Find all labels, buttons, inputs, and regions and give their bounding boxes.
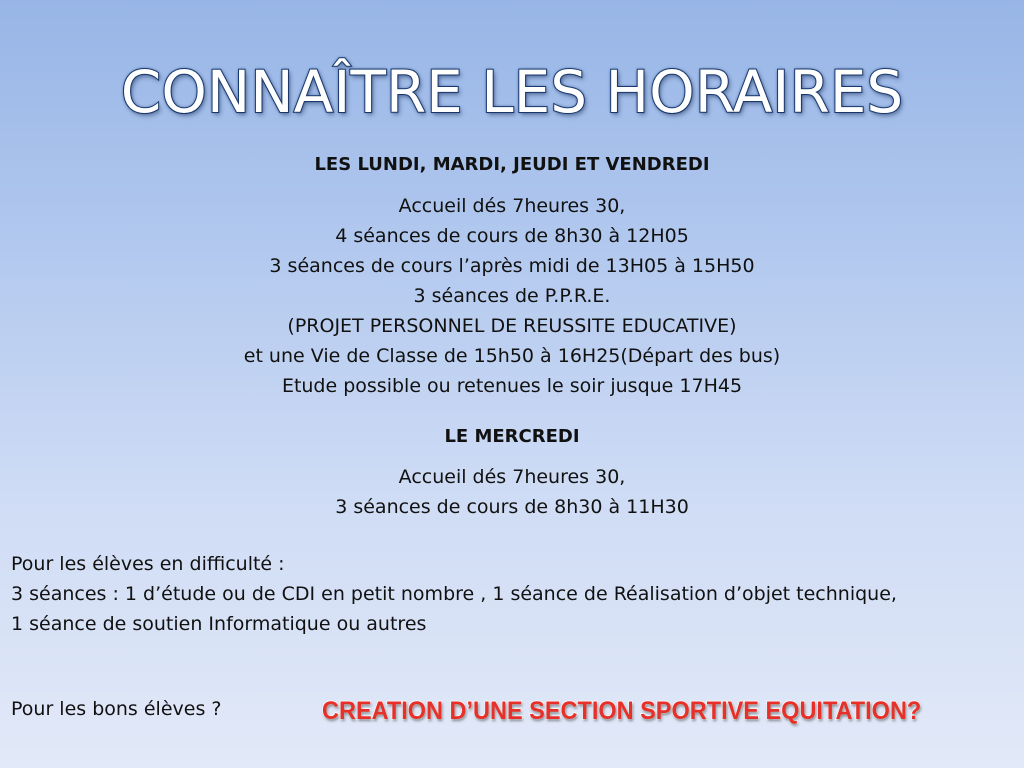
weekdays-line-ppre: 3 séances de P.P.R.E. <box>413 285 611 307</box>
difficulty-section <box>11 549 897 639</box>
wednesday-heading: LE MERCREDI <box>444 426 580 447</box>
wednesday-line-arrival: Accueil dés 7heures 30, <box>398 466 626 488</box>
wednesday-schedule <box>0 462 1024 522</box>
weekdays-line-afternoon-classes: 3 séances de cours l’après midi de 13H05 à 15H50 <box>269 255 755 277</box>
weekdays-line-morning-classes: 4 séances de cours de 8h30 à 12H05 <box>335 225 689 247</box>
weekdays-line-ppre-definition: (PROJET PERSONNEL DE REUSSITE EDUCATIVE) <box>287 315 737 337</box>
wednesday-line-classes: 3 séances de cours de 8h30 à 11H30 <box>335 496 689 518</box>
slide-title: CONNAÎTRE LES HORAIRES <box>120 58 904 126</box>
good-students-label: Pour les bons élèves ? <box>11 698 222 720</box>
difficulty-support: 1 séance de soutien Informatique ou autres <box>11 613 427 635</box>
weekdays-line-class-life: et une Vie de Classe de 15h50 à 16H25(Départ des bus) <box>243 345 781 367</box>
equitation-section-highlight: CREATION D’UNE SECTION SPORTIVE EQUITATION? <box>322 697 922 725</box>
difficulty-sessions: 3 séances : 1 d’étude ou de CDI en petit nombre , 1 séance de Réalisation d’objet technique, <box>11 583 897 605</box>
weekdays-line-arrival: Accueil dés 7heures 30, <box>398 195 626 217</box>
weekdays-heading: LES LUNDI, MARDI, JEUDI ET VENDREDI <box>314 154 710 175</box>
weekdays-schedule <box>0 191 1024 401</box>
weekdays-line-study: Etude possible ou retenues le soir jusque 17H45 <box>281 375 743 397</box>
difficulty-intro: Pour les élèves en difficulté : <box>11 553 285 575</box>
